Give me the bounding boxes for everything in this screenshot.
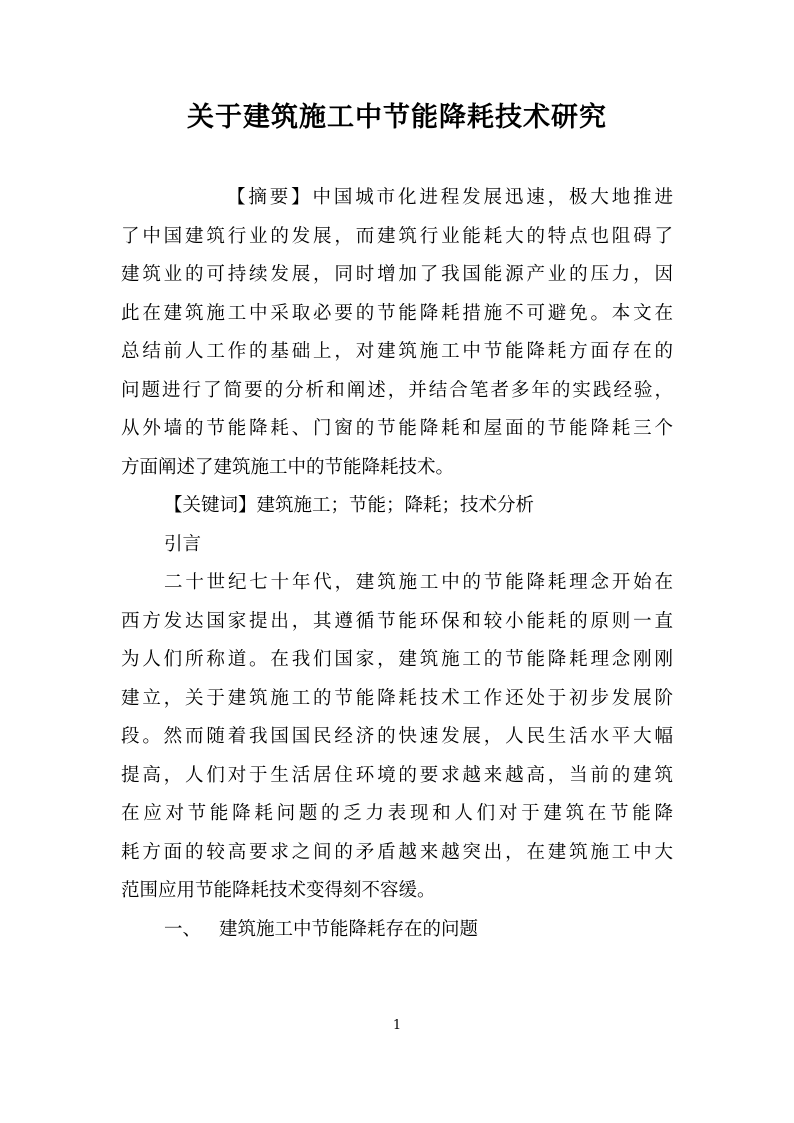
section-heading xyxy=(121,911,673,950)
abstract-line: 【摘要】中国城市化进程发展迅速，极大地推进 xyxy=(227,187,673,208)
intro-line: 耗方面的较高要求之间的矛盾越来越突出，在建筑施工中大 xyxy=(121,841,673,863)
abstract-line: 了中国建筑行业的发展，而建筑行业能耗大的特点也阻碍了 xyxy=(121,225,673,247)
page-number: 1 xyxy=(392,1018,402,1033)
intro-line: 为人们所称道。在我们国家，建筑施工的节能降耗理念刚刚 xyxy=(121,649,673,670)
section-title: 建筑施工中节能降耗存在的问题 xyxy=(219,918,479,940)
intro-line: 建立，关于建筑施工的节能降耗技术工作还处于初步发展阶 xyxy=(121,687,673,709)
abstract-line: 总结前人工作的基础上，对建筑施工中节能降耗方面存在的 xyxy=(121,341,673,362)
intro-line: 提高，人们对于生活居住环境的要求越来越高，当前的建筑 xyxy=(121,764,673,786)
intro-heading: 引言 xyxy=(164,533,202,555)
abstract-line: 建筑业的可持续发展，同时增加了我国能源产业的压力，因 xyxy=(121,264,673,285)
intro-line: 西方发达国家提出，其遵循节能环保和较小能耗的原则一直 xyxy=(121,610,673,632)
keywords-line: 【关键词】建筑施工；节能；降耗；技术分析 xyxy=(164,495,535,516)
abstract-line: 方面阐述了建筑施工中的节能降耗技术。 xyxy=(121,456,455,478)
abstract-line: 此在建筑施工中采取必要的节能降耗措施不可避免。本文在 xyxy=(121,302,673,324)
abstract-line: 问题进行了简要的分析和阐述，并结合笔者多年的实践经验， xyxy=(121,379,673,401)
abstract-line: 从外墙的节能降耗、门窗的节能降耗和屋面的节能降耗三个 xyxy=(121,418,673,439)
intro-line: 段。然而随着我国国民经济的快速发展，人民生活水平大幅 xyxy=(121,726,673,747)
intro-line: 在应对节能降耗问题的乏力表现和人们对于建筑在节能降 xyxy=(121,803,673,824)
intro-line: 范围应用节能降耗技术变得刻不容缓。 xyxy=(121,880,436,901)
document-title: 关于建筑施工中节能降耗技术研究 xyxy=(187,102,607,133)
intro-line: 二十世纪七十年代，建筑施工中的节能降耗理念开始在 xyxy=(164,572,673,593)
document-body xyxy=(121,179,673,949)
section-number: 一、 xyxy=(164,918,202,940)
